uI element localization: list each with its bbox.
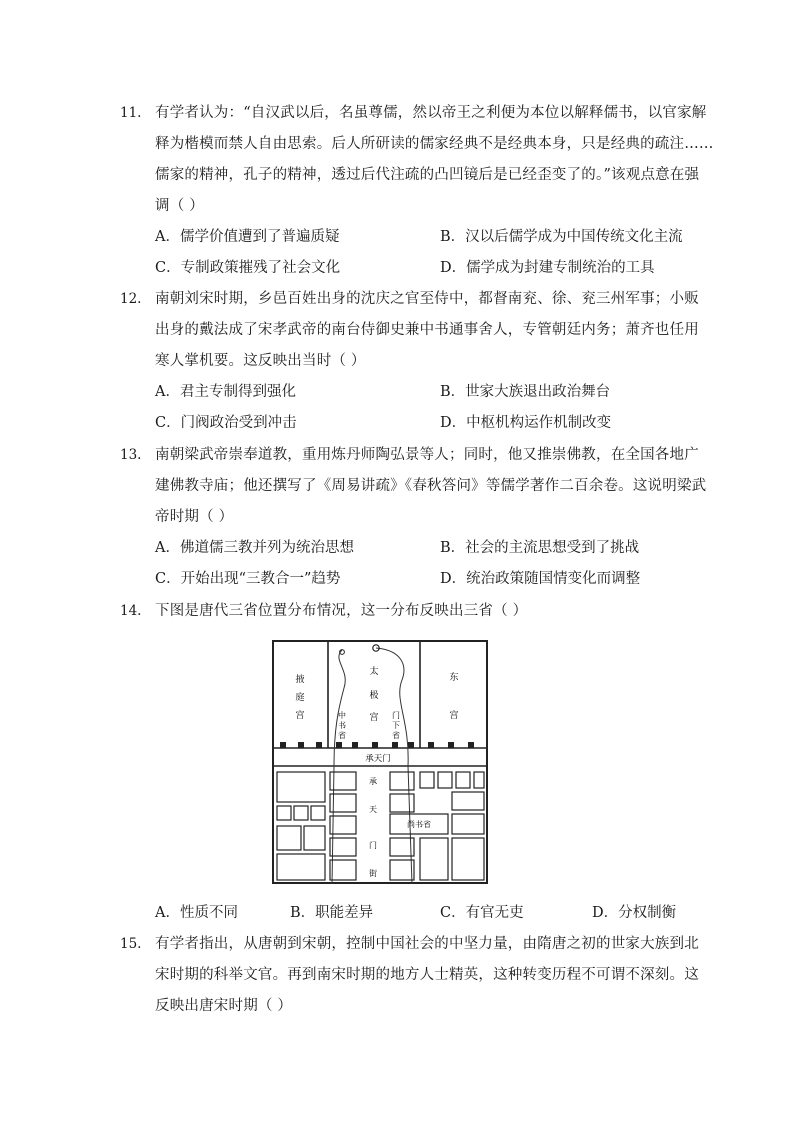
label-menxia: 省 bbox=[392, 731, 400, 740]
label-donggong: 宫 bbox=[449, 711, 459, 721]
stem-line: 南朝刘宋时期，乡邑百姓出身的沈庆之官至侍中，都督南兖、徐、兖三州军事；小贩 bbox=[155, 291, 699, 307]
label-street: 天 bbox=[369, 805, 377, 814]
stem-line: 儒家的精神，孔子的精神，透过后代注疏的凸凹镜后是已经歪变了的。”该观点意在强 bbox=[155, 167, 700, 183]
label-menxia: 下 bbox=[392, 721, 400, 730]
label-street: 门 bbox=[369, 841, 377, 850]
option-b[interactable]: B．汉以后儒学成为中国传统文化主流 bbox=[440, 229, 683, 245]
question-stem bbox=[155, 440, 707, 533]
stem-line: 有学者认为：“自汉武以后，名虽尊儒，然以帝王之利便为本位以解释儒书，以官家解 bbox=[155, 105, 707, 121]
stem-line: 南朝梁武帝崇奉道教，重用炼丹师陶弘景等人；同时，他又推崇佛教，在全国各地广 bbox=[155, 447, 699, 463]
label-zhongshu: 省 bbox=[338, 731, 346, 740]
label-donggong: 东 bbox=[449, 673, 459, 683]
stem-line: 有学者指出，从唐朝到宋朝，控制中国社会的中坚力量，由隋唐之初的世家大族到北 bbox=[155, 936, 699, 952]
stem-line: 调（ ） bbox=[155, 198, 204, 214]
tang-palace-map bbox=[272, 640, 488, 884]
label-yeting: 庭 bbox=[295, 693, 305, 703]
label-shangshu: 尚书省 bbox=[407, 820, 431, 829]
option-c[interactable]: C．门阀政治受到冲击 bbox=[155, 415, 297, 431]
option-b[interactable]: B．职能差异 bbox=[290, 905, 374, 921]
question-stem bbox=[155, 929, 699, 1022]
question-number: 11. bbox=[120, 105, 142, 121]
stem-line: 宋时期的科举文官。再到南宋时期的地方人士精英，这种转变历程不可谓不深刻。这 bbox=[155, 967, 699, 983]
question-number: 12. bbox=[120, 291, 142, 307]
stem-line: 下图是唐代三省位置分布情况，这一分布反映出三省（ ） bbox=[155, 603, 528, 619]
question-number: 13. bbox=[120, 447, 142, 463]
map-svg bbox=[272, 640, 488, 884]
question-number: 14. bbox=[120, 603, 142, 619]
label-yeting: 掖 bbox=[295, 675, 305, 685]
option-a[interactable]: A．佛道儒三教并列为统治思想 bbox=[155, 540, 354, 556]
option-c[interactable]: C．专制政策摧残了社会文化 bbox=[155, 260, 341, 276]
option-c[interactable]: C．有官无吏 bbox=[440, 905, 524, 921]
question-stem bbox=[155, 98, 714, 222]
question-stem bbox=[155, 284, 699, 377]
option-d[interactable]: D．统治政策随国情变化而调整 bbox=[440, 571, 641, 587]
label-taiji: 宫 bbox=[369, 713, 379, 723]
option-c[interactable]: C．开始出现“三教合一”趋势 bbox=[155, 571, 341, 587]
label-street: 街 bbox=[369, 869, 377, 878]
option-d[interactable]: D．中枢机构运作机制改变 bbox=[440, 415, 612, 431]
label-taiji: 极 bbox=[369, 691, 379, 701]
stem-line: 反映出唐宋时期（ ） bbox=[155, 998, 293, 1014]
stem-line: 寒人掌机要。这反映出当时（ ） bbox=[155, 353, 366, 369]
stem-line: 出身的戴法成了宋孝武帝的南台侍御史兼中书通事舍人，专管朝廷内务；萧齐也任用 bbox=[155, 322, 699, 338]
label-menxia: 门 bbox=[392, 711, 400, 720]
label-street: 承 bbox=[369, 777, 377, 786]
question-stem bbox=[155, 596, 675, 627]
option-d[interactable]: D．儒学成为封建专制统治的工具 bbox=[440, 260, 655, 276]
stem-line: 释为楷模而禁人自由思索。后人所研读的儒家经典不是经典本身，只是经典的疏注…… bbox=[155, 136, 714, 152]
stem-line: 帝时期（ ） bbox=[155, 509, 234, 525]
option-b[interactable]: B．世家大族退出政治舞台 bbox=[440, 384, 611, 400]
option-a[interactable]: A．儒学价值遭到了普遍质疑 bbox=[155, 229, 340, 245]
label-zhongshu: 书 bbox=[338, 721, 346, 730]
option-b[interactable]: B．社会的主流思想受到了挑战 bbox=[440, 540, 640, 556]
label-yeting: 宫 bbox=[295, 711, 305, 721]
stem-line: 建佛教寺庙；他还撰写了《周易讲疏》《春秋答问》等儒学著作二百余卷。这说明梁武 bbox=[155, 478, 707, 494]
option-d[interactable]: D．分权制衡 bbox=[592, 905, 677, 921]
option-a[interactable]: A．君主专制得到强化 bbox=[155, 384, 296, 400]
label-taiji: 太 bbox=[369, 667, 379, 677]
question-number: 15. bbox=[120, 936, 142, 952]
label-chengtianmen: 承天门 bbox=[365, 754, 391, 764]
option-a[interactable]: A．性质不同 bbox=[155, 905, 238, 921]
label-zhongshu: 中 bbox=[338, 711, 346, 720]
